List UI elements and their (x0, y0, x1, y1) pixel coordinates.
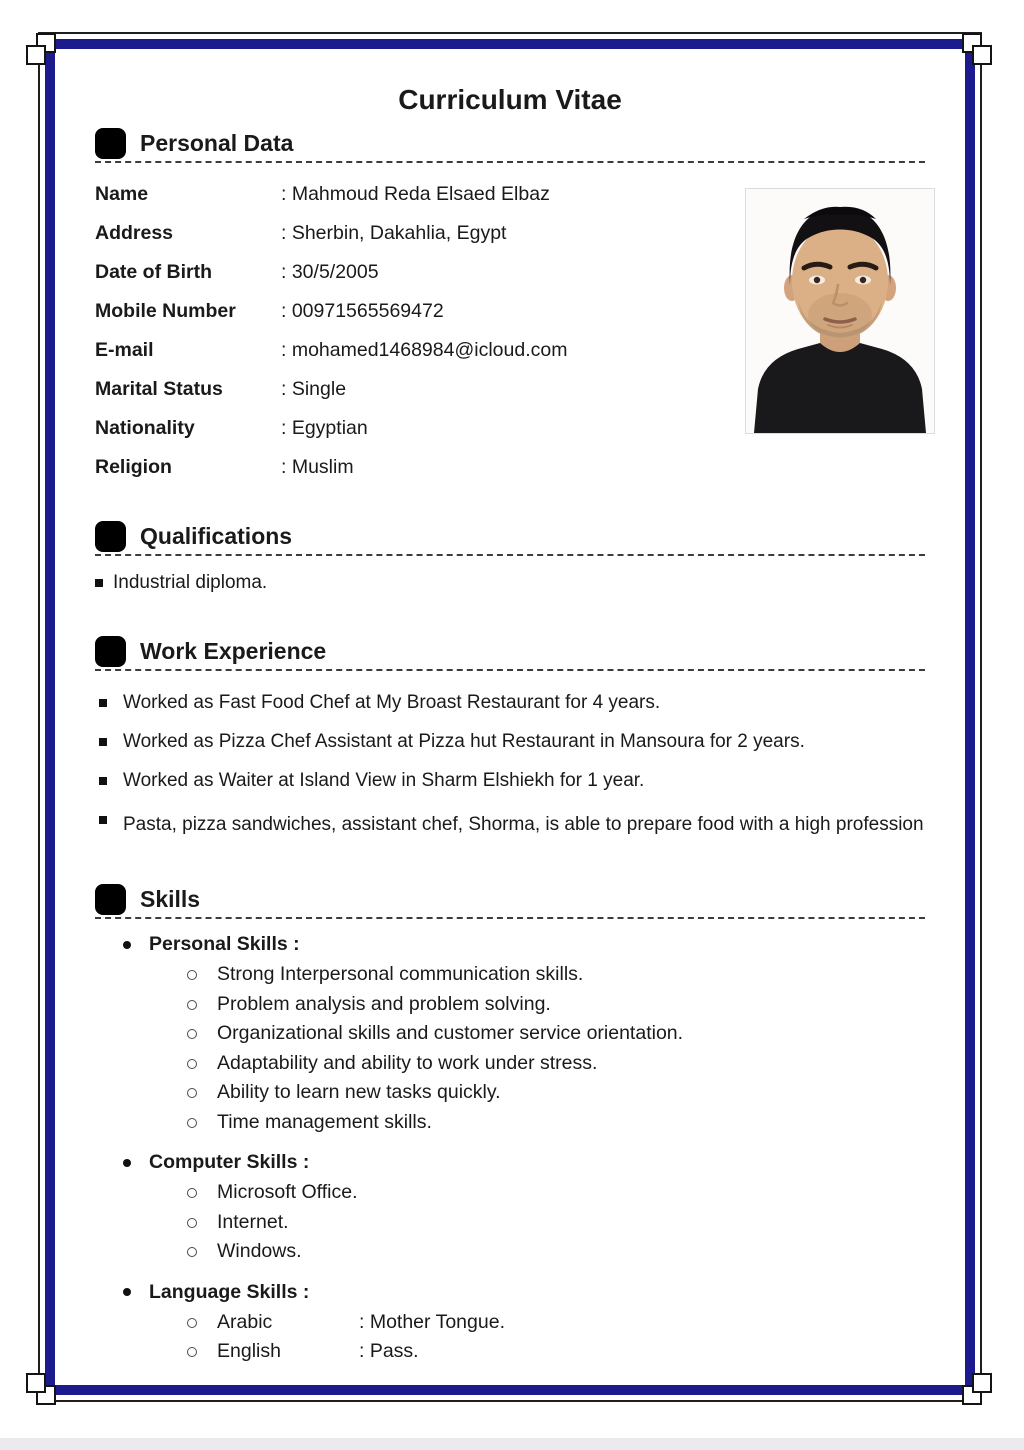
section-heading (95, 521, 925, 552)
circle-bullet-icon (187, 970, 197, 980)
skill-group-title-computer (123, 1151, 925, 1174)
dashed-divider (95, 669, 925, 671)
list-item (187, 990, 925, 1020)
skill-sublist-computer (95, 1178, 925, 1267)
circle-bullet-icon (187, 1247, 197, 1257)
section-title: Skills (140, 886, 201, 912)
work-experience-list (95, 677, 925, 842)
field-label: Marital Status (95, 378, 223, 400)
list-item-text: Ability to learn new tasks quickly. (217, 1081, 501, 1103)
field-value: : Egyptian (281, 417, 368, 439)
square-bullet-icon (95, 636, 126, 667)
list-item (187, 1078, 925, 1108)
list-item (95, 755, 925, 794)
field-label: Religion (95, 456, 172, 478)
dot-bullet-icon (123, 1159, 131, 1167)
square-list-bullet-icon (99, 777, 107, 785)
square-bullet-icon (95, 521, 126, 552)
dashed-divider (95, 161, 925, 163)
list-item-text: Strong Interpersonal communication skills. (217, 963, 584, 985)
cv-document (95, 84, 925, 1367)
circle-bullet-icon (187, 1218, 197, 1228)
skill-group-title-personal (123, 933, 925, 956)
square-list-bullet-icon (99, 699, 107, 707)
section-heading (95, 636, 925, 667)
dashed-divider (95, 917, 925, 919)
list-item (187, 1308, 925, 1338)
section-qualifications (95, 521, 925, 596)
portrait-photo (745, 188, 935, 434)
section-personal-data (95, 128, 925, 487)
dot-bullet-icon (123, 941, 131, 949)
list-item-text: Industrial diploma. (113, 572, 268, 593)
list-item (95, 677, 925, 716)
dot-bullet-icon (123, 1288, 131, 1296)
field-label: E-mail (95, 339, 154, 361)
list-item-text: Worked as Fast Food Chef at My Broast Restaurant for 4 years. (123, 692, 661, 713)
dashed-divider (95, 554, 925, 556)
skill-group-label: Personal Skills : (149, 933, 300, 955)
field-row-religion (95, 448, 925, 487)
list-item (187, 1178, 925, 1208)
circle-bullet-icon (187, 1188, 197, 1198)
list-item-text: Windows. (217, 1240, 302, 1262)
list-item (95, 570, 925, 596)
list-item (187, 1108, 925, 1138)
corner-ornament-icon (972, 45, 992, 65)
field-value: : 30/5/2005 (281, 261, 379, 283)
corner-ornament-icon (972, 1373, 992, 1393)
field-value: : Single (281, 378, 347, 400)
circle-bullet-icon (187, 1347, 197, 1357)
list-item-text: Time management skills. (217, 1110, 432, 1133)
corner-ornament-icon (26, 45, 46, 65)
list-item-text: Internet. (217, 1210, 289, 1233)
list-item (95, 716, 925, 755)
square-list-bullet-icon (99, 738, 107, 746)
portrait-photo-illustration (746, 189, 934, 433)
language-name: English (217, 1340, 281, 1362)
list-item (187, 1049, 925, 1079)
list-item (187, 960, 925, 990)
list-item-text: Problem analysis and problem solving. (217, 992, 551, 1015)
field-label: Address (95, 222, 174, 244)
square-list-bullet-icon (99, 816, 107, 824)
list-item (187, 1208, 925, 1238)
circle-bullet-icon (187, 1088, 197, 1098)
section-heading (95, 884, 925, 915)
section-title: Qualifications (140, 523, 293, 549)
language-name: Arabic (217, 1310, 273, 1333)
square-list-bullet-icon (95, 579, 103, 587)
section-work-experience (95, 636, 925, 842)
skills-body (95, 933, 925, 1367)
skill-sublist-language (95, 1308, 925, 1367)
language-level: : Mother Tongue. (359, 1310, 505, 1333)
list-item (187, 1019, 925, 1049)
field-value: : Muslim (281, 456, 354, 478)
list-item-text: Pasta, pizza sandwiches, assistant chef, Shorma, is able to prepare food with a high profession (123, 814, 924, 835)
list-item (95, 794, 925, 842)
list-item (187, 1337, 925, 1367)
section-title: Personal Data (140, 130, 294, 156)
square-bullet-icon (95, 128, 126, 159)
qualifications-list (95, 570, 925, 596)
section-skills (95, 884, 925, 1367)
circle-bullet-icon (187, 1059, 197, 1069)
section-heading (95, 128, 925, 159)
language-level: : Pass. (359, 1340, 419, 1362)
circle-bullet-icon (187, 1000, 197, 1010)
list-item-text: Worked as Pizza Chef Assistant at Pizza hut Restaurant in Mansoura for 2 years. (123, 731, 805, 752)
field-label: Nationality (95, 417, 195, 439)
list-item-text: Microsoft Office. (217, 1181, 358, 1203)
skill-group-title-language (123, 1281, 925, 1304)
page-title: Curriculum Vitae (398, 84, 622, 115)
list-item-text: Worked as Waiter at Island View in Sharm Elshiekh for 1 year. (123, 770, 645, 791)
field-value: : Sherbin, Dakahlia, Egypt (281, 222, 507, 244)
field-value: : 00971565569472 (281, 300, 444, 322)
square-bullet-icon (95, 884, 126, 915)
list-item (187, 1237, 925, 1267)
field-label: Name (95, 183, 149, 205)
skill-group-label: Computer Skills : (149, 1151, 310, 1173)
circle-bullet-icon (187, 1118, 197, 1128)
skill-group-label: Language Skills : (149, 1280, 310, 1303)
circle-bullet-icon (187, 1318, 197, 1328)
field-value: : mohamed1468984@icloud.com (281, 339, 568, 361)
list-item-text: Adaptability and ability to work under stress. (217, 1051, 598, 1074)
page-edge-shadow (0, 1438, 1024, 1450)
field-label: Mobile Number (95, 300, 236, 322)
circle-bullet-icon (187, 1029, 197, 1039)
section-title: Work Experience (140, 638, 327, 664)
field-label: Date of Birth (95, 261, 212, 283)
corner-ornament-icon (26, 1373, 46, 1393)
skill-sublist-personal (95, 960, 925, 1137)
list-item-text: Organizational skills and customer service orientation. (217, 1022, 684, 1044)
field-value: : Mahmoud Reda Elsaed Elbaz (281, 183, 550, 205)
